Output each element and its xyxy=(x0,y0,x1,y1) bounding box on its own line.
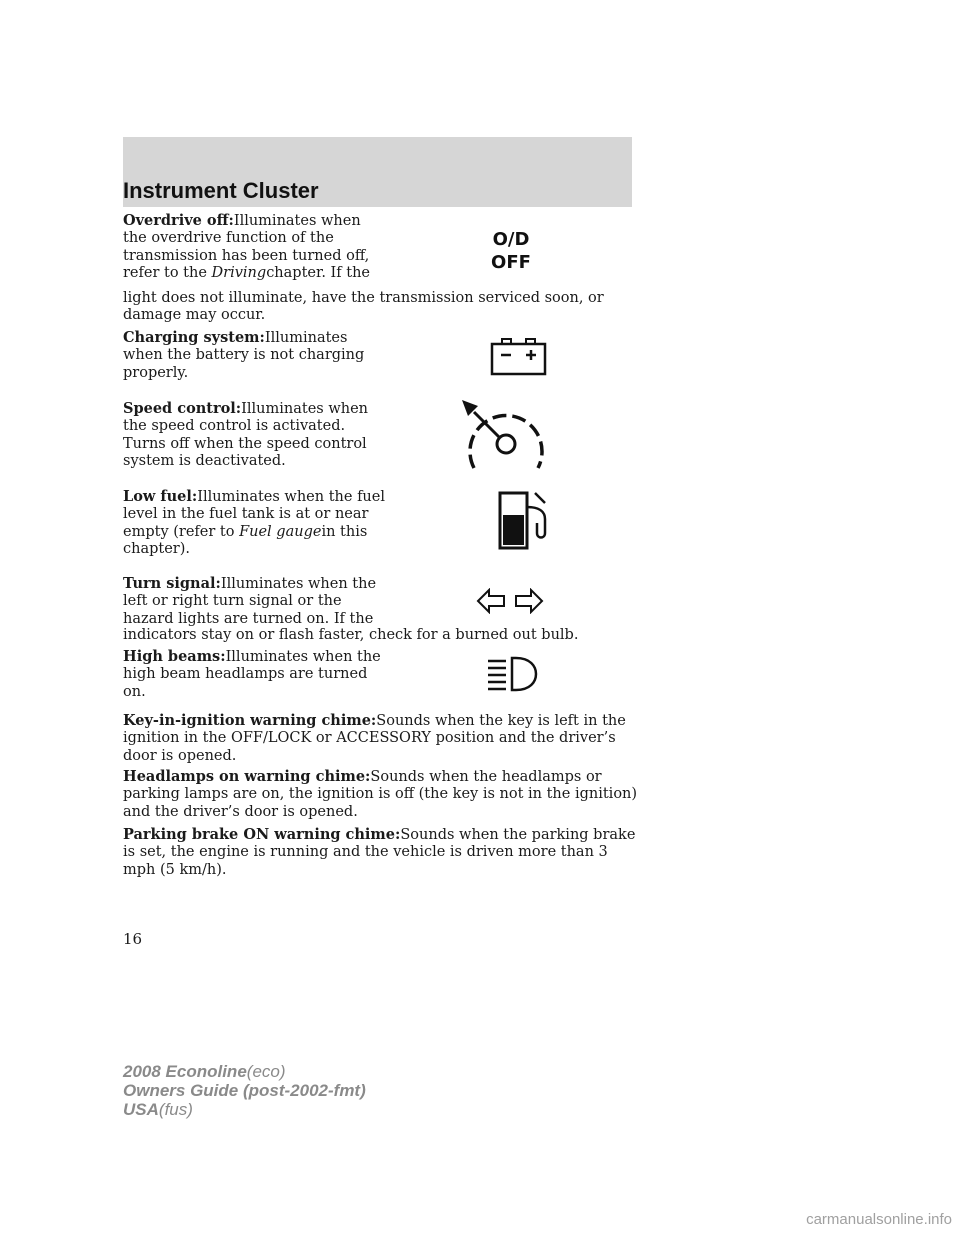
section-title: Instrument Cluster xyxy=(123,178,319,203)
entry-overdrive-off xyxy=(123,212,385,282)
footer-line-3: USA(fus) xyxy=(123,1100,193,1119)
entry-term: Headlamps on warning chime: xyxy=(123,768,371,785)
page-number: 16 xyxy=(123,930,143,948)
footer-line-2: Owners Guide (post-2002-fmt) xyxy=(123,1081,366,1100)
icon-label-off: OFF xyxy=(491,252,531,272)
entry-key-in-ignition-chime xyxy=(123,712,638,765)
entry-parking-brake-chime xyxy=(123,826,638,879)
entry-text: Illuminates when the battery is not charging properly. xyxy=(123,330,365,381)
entry-term: Parking brake ON warning chime: xyxy=(123,826,401,843)
entry-term: Low fuel: xyxy=(123,488,198,505)
entry-low-fuel xyxy=(123,488,385,558)
entry-speed-control xyxy=(123,400,385,470)
entry-term: Turn signal: xyxy=(123,575,221,592)
fuel-pump-icon xyxy=(497,489,553,551)
entry-text: Sounds when the headlamps or parking lamps are on, the ignition is off (the key is not in the ignition) and the driver’s door is opened. xyxy=(123,769,638,820)
entry-text: Illuminates when the left or right turn signal or the hazard lights are turned on. If the xyxy=(123,576,377,627)
entry-high-beams xyxy=(123,648,385,701)
footer-line-1: 2008 Econoline(eco) xyxy=(123,1062,286,1081)
entry-term: High beams: xyxy=(123,648,226,665)
battery-icon xyxy=(490,337,548,377)
entry-turn-signal xyxy=(123,575,385,628)
entry-text: Sounds when the parking brake is set, the engine is running and the vehicle is driven more than 3 mph (5 km/h). xyxy=(123,827,636,878)
entry-text-after: chapter. If the xyxy=(266,264,370,281)
site-watermark: carmanualsonline.info xyxy=(806,1211,952,1228)
icon-label-od: O/D xyxy=(492,229,530,250)
turn-signal-arrows-icon xyxy=(476,588,544,614)
entry-text-after: in this chapter). xyxy=(123,523,368,557)
entry-term: Speed control: xyxy=(123,400,242,417)
entry-overdrive-off-continued: light does not illuminate, have the transmission serviced soon, or damage may occur. xyxy=(123,290,604,324)
entry-term: Key-in-ignition warning chime: xyxy=(123,712,377,729)
entry-italic-ref: Driving xyxy=(211,264,267,281)
entry-term: Charging system: xyxy=(123,329,265,346)
entry-text: Illuminates when the overdrive function of the transmission has been turned off, refer to the xyxy=(123,213,370,281)
entry-italic-ref: Fuel gauge xyxy=(239,523,322,540)
document-footer xyxy=(123,1062,366,1119)
entry-headlamps-on-chime xyxy=(123,768,638,821)
high-beam-icon xyxy=(486,656,538,692)
entry-text: Illuminates when the high beam headlamps are turned on. xyxy=(123,649,381,700)
entry-term: Overdrive off: xyxy=(123,212,234,229)
entry-charging-system xyxy=(123,329,385,382)
entry-text: Illuminates when the speed control is activated. Turns off when the speed control system is deactivated. xyxy=(123,401,369,469)
entry-text: Sounds when the key is left in the ignition in the OFF/LOCK or ACCESSORY position and the driver’s door is opened. xyxy=(123,713,626,764)
entry-turn-signal-continued: indicators stay on or flash faster, check for a burned out bulb. xyxy=(123,627,579,643)
speed-control-icon xyxy=(460,398,548,476)
entry-text: Illuminates when the fuel level in the fuel tank is at or near empty (refer to xyxy=(123,489,385,540)
overdrive-off-icon xyxy=(488,226,534,272)
